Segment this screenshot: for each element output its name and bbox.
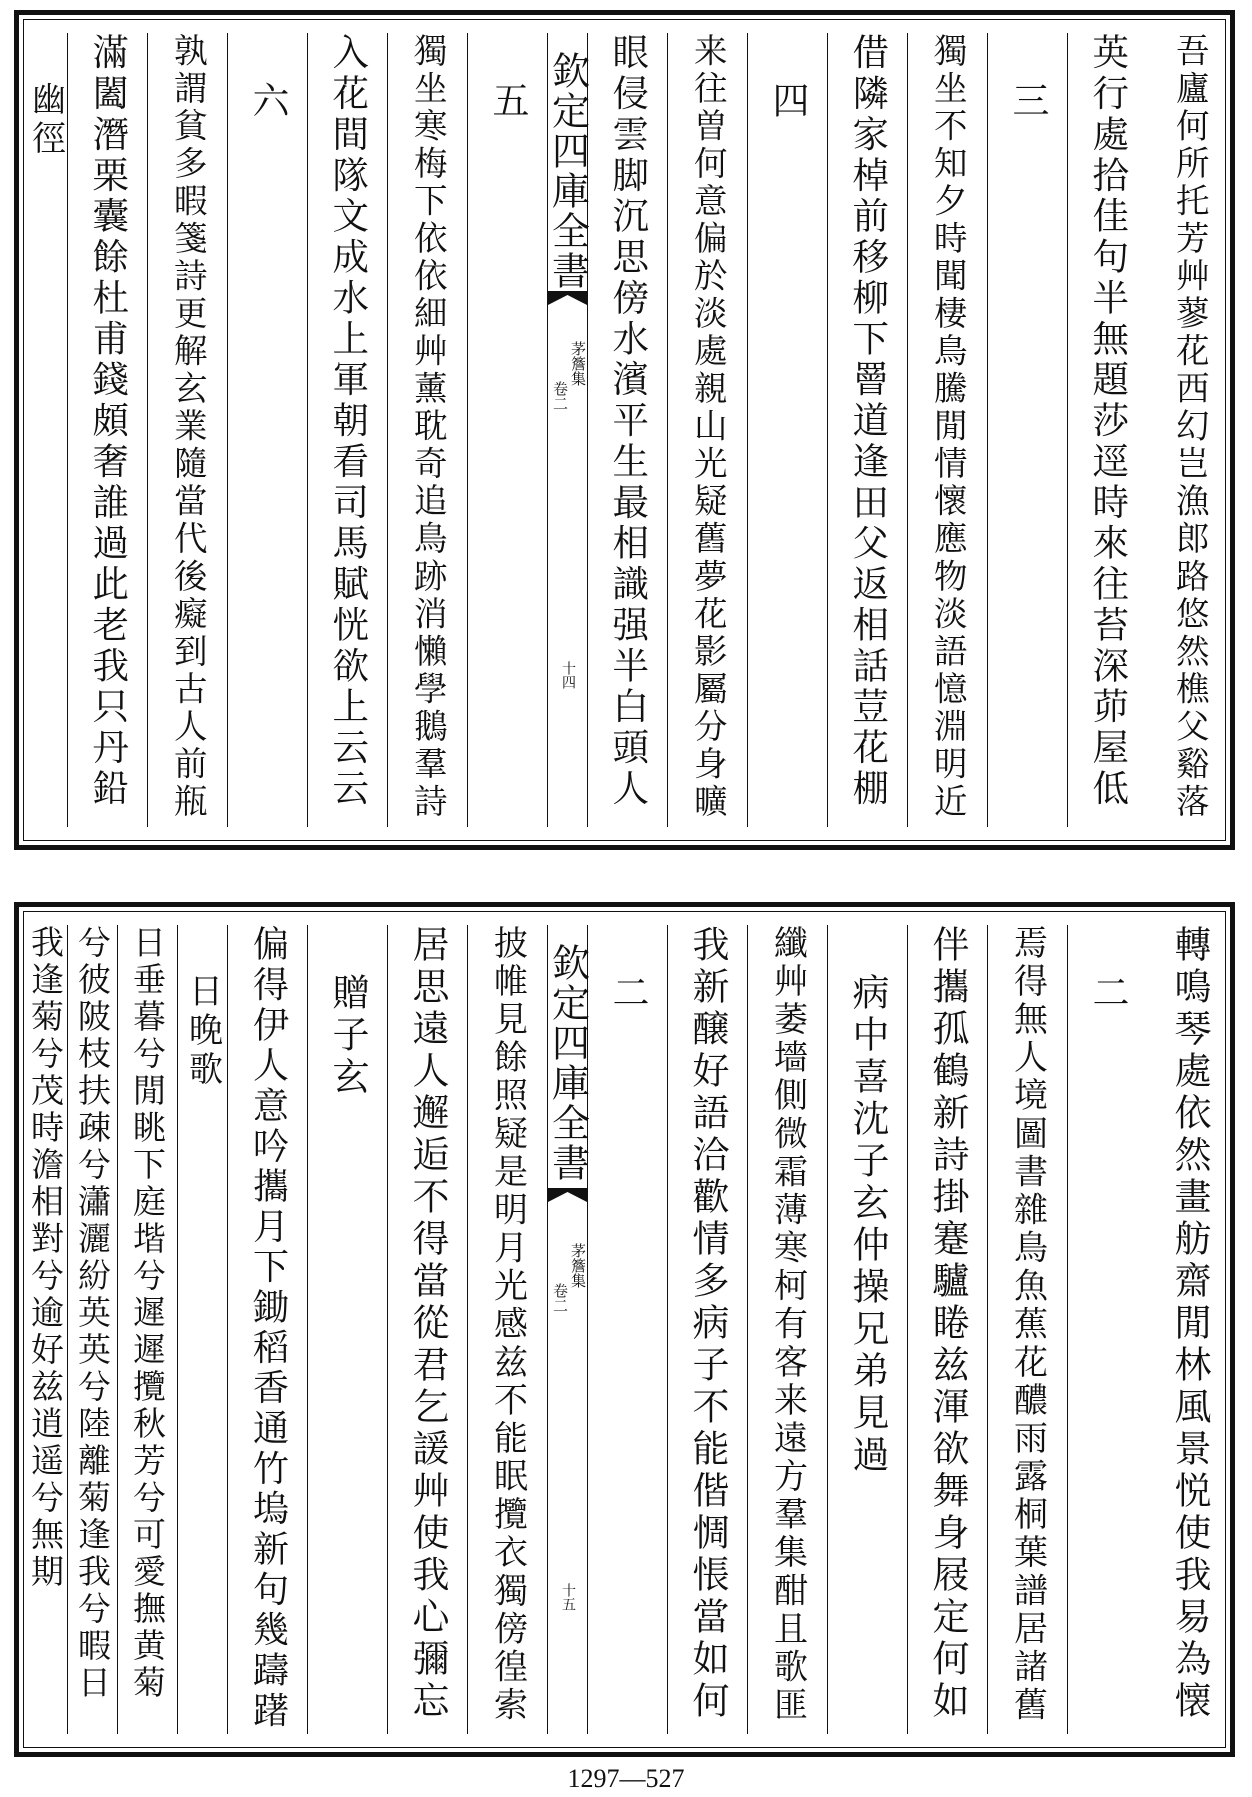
text-column xyxy=(747,925,827,1734)
text-column xyxy=(1067,33,1147,827)
column-text: 披帷見餘照疑是明月光感兹不能眠攬衣獨傍徨索 xyxy=(487,925,528,1725)
text-column xyxy=(1067,925,1147,1734)
poem-title: 病中喜沈子玄仲操兄弟見過 xyxy=(846,973,889,1477)
column-text: 滿闔潛栗囊餘杜甫錢頗奢誰過此老我只丹鉛 xyxy=(86,33,130,810)
text-column xyxy=(227,33,307,827)
poem-number: 四 xyxy=(766,81,809,123)
column-text: 我新醸好語洽歡情多病子不能偕惆悵當如何 xyxy=(686,925,729,1723)
divider xyxy=(67,33,68,827)
column-text: 来往曽何意偏於淡處親山光疑舊夢花影屬分身曠 xyxy=(688,33,728,821)
page-number-label: 十五 xyxy=(560,1583,576,1611)
poem-number: 三 xyxy=(1006,81,1049,123)
column-text: 獨坐不知夕時聞棲鳥騰閒情懷應物淡語憶淵明近 xyxy=(928,33,968,821)
center-fold-column xyxy=(545,925,590,1734)
column-text: 眼侵雲脚沉思傍水濱平生最相識强半白頭人 xyxy=(606,33,650,810)
column-text: 伴攜孤鶴新詩掛蹇驢睠兹渾欲舞身屐定何如 xyxy=(926,925,969,1723)
column-text: 獨坐寒梅下依依細艸薰耽奇追鳥跡消懶學鵝羣詩 xyxy=(408,33,448,821)
column-text: 吾廬何所托芳艸蓼花西幻岂漁郎路悠然樵父谿落 xyxy=(1170,33,1210,821)
text-column xyxy=(67,925,117,1734)
column-text: 纖艸萎墻側微霜薄寒柯有客来遠方羣集酣且歌匪 xyxy=(767,925,808,1725)
text-column xyxy=(587,925,667,1734)
text-column xyxy=(307,925,387,1734)
fishtail-mark xyxy=(548,291,587,317)
book-name: 茅簷集 xyxy=(569,1243,587,1288)
column-text: 兮彼陂枝扶疎兮瀟灑紛英英兮陸離菊逢我兮暇日 xyxy=(73,925,112,1702)
column-text: 借隣家棹前移柳下罾道逢田父返相話荳花棚 xyxy=(846,33,890,810)
center-fold xyxy=(545,51,590,809)
text-column xyxy=(907,925,987,1734)
column-text: 轉鳴琴處依然畫舫齋閒林風景悦使我易為懐 xyxy=(1168,925,1211,1723)
text-column xyxy=(667,925,747,1734)
text-column xyxy=(467,925,547,1734)
text-column xyxy=(827,925,907,1734)
text-column xyxy=(24,925,67,1734)
column-text: 入花間隊文成水上軍朝看司馬賦恍欲上云云 xyxy=(326,33,370,810)
library-title: 欽定四庫全書 xyxy=(545,943,590,1183)
column-text: 英行處拾佳句半無題莎逕時來往苔深茆屋低 xyxy=(1086,33,1130,810)
column-text: 焉得無人境圖書雜鳥魚蕉花醲雨露桐葉譜居諸舊 xyxy=(1007,925,1048,1725)
library-title: 欽定四庫全書 xyxy=(545,51,590,291)
center-fold xyxy=(545,943,590,1716)
column-text: 居思遠人邂逅不得當從君乞諼艸使我心彌忘 xyxy=(406,925,449,1723)
text-column xyxy=(147,33,227,827)
column-text: 日垂暮兮閒眺下庭堦兮遲遲攬秋芳兮可愛撫黄菊 xyxy=(128,925,167,1702)
juan-label: 卷二 xyxy=(551,381,569,411)
text-column xyxy=(987,925,1067,1734)
poem-title: 日晚歌 xyxy=(182,973,223,1090)
column-text: 我逢菊兮茂時澹相對兮逾好兹逍遥兮無期 xyxy=(26,925,65,1591)
text-column xyxy=(307,33,387,827)
text-column xyxy=(24,33,67,827)
poem-number: 五 xyxy=(486,81,529,123)
text-column xyxy=(387,925,467,1734)
fishtail-mark xyxy=(548,1188,587,1214)
text-column xyxy=(467,33,547,827)
poem-number: 二 xyxy=(606,973,649,1015)
book-name: 茅簷集 xyxy=(569,341,587,386)
text-column xyxy=(117,925,177,1734)
center-fold-column xyxy=(545,33,590,827)
text-column xyxy=(827,33,907,827)
text-column xyxy=(667,33,747,827)
page-number-label: 十四 xyxy=(560,661,576,689)
column-text: 偏得伊人意吟攜月下鋤稻香通竹塢新句幾躊躇 xyxy=(247,925,289,1732)
poem-number: 二 xyxy=(1086,973,1129,1015)
text-column xyxy=(227,925,307,1734)
text-column xyxy=(67,33,147,827)
text-column xyxy=(747,33,827,827)
juan-label: 卷二 xyxy=(551,1283,569,1313)
page-footer-number: 1297—527 xyxy=(567,1764,685,1793)
text-column xyxy=(987,33,1067,827)
text-column xyxy=(907,33,987,827)
text-column xyxy=(387,33,467,827)
poem-title: 幽徑 xyxy=(25,81,66,159)
top-page xyxy=(14,10,1235,850)
text-column xyxy=(587,33,667,827)
text-column xyxy=(1147,925,1232,1734)
bottom-page xyxy=(14,902,1235,1757)
column-text: 孰謂貧多暇箋詩更解玄業隨當代後癡到古人前瓶 xyxy=(168,33,208,821)
text-column xyxy=(1147,33,1232,827)
poem-number: 六 xyxy=(246,81,289,123)
text-column xyxy=(177,925,227,1734)
poem-title: 贈子玄 xyxy=(326,973,369,1099)
